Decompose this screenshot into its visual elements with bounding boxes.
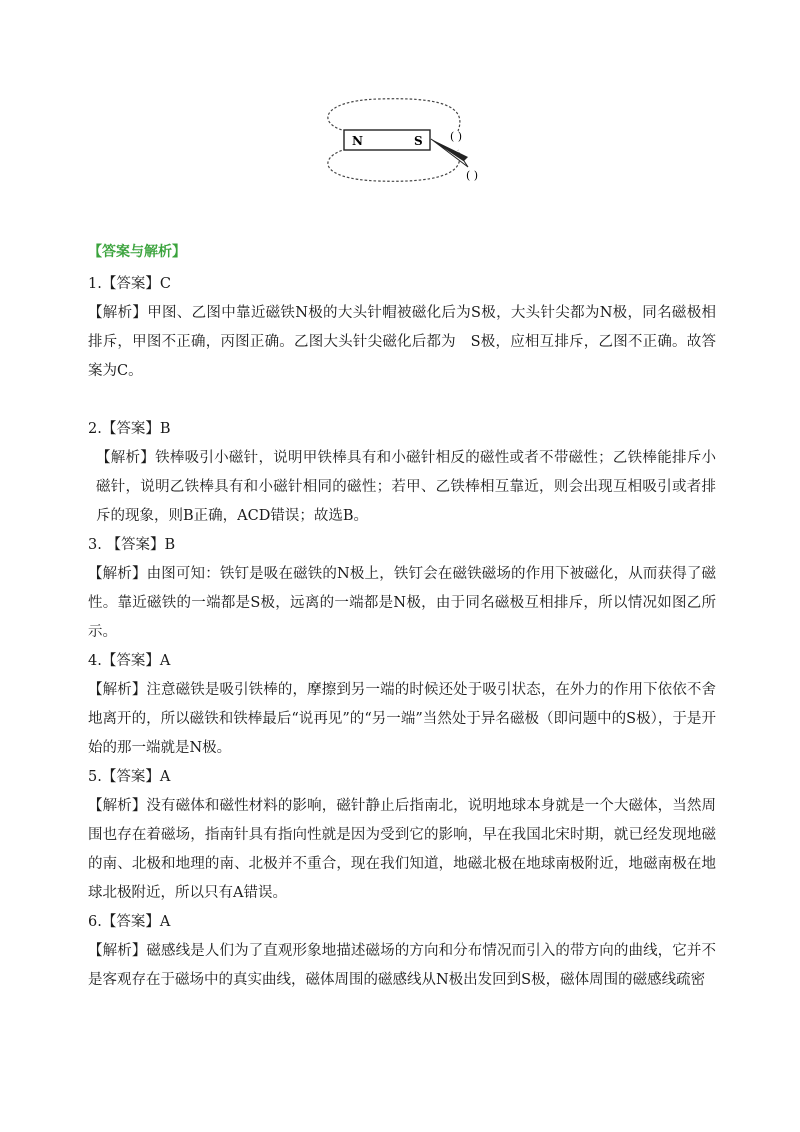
field-line-top <box>328 99 460 131</box>
answer-1: 1.【答案】C <box>88 276 171 292</box>
analysis-1: 【解析】甲图、乙图中靠近磁铁N极的大头针帽被磁化后为S极，大头针尖都为N极，同名磁极相排斥，甲图不正确，丙图正确。乙图大头针尖磁化后都为 S极，应相互排斥，乙图不正确。故答案为C。 <box>88 305 716 379</box>
magnet-s-label: S <box>414 134 423 148</box>
blank-1: ( ) <box>450 130 463 143</box>
analysis-3: 【解析】由图可知：铁钉是吸在磁铁的N极上，铁钉会在磁铁磁场的作用下被磁化，从而获得了磁性。靠近磁铁的一端都是S极，远离的一端都是N极，由于同名磁极互相排斥，所以情况如图乙所示。 <box>88 566 716 640</box>
field-line-bottom <box>328 149 460 181</box>
answer-2: 2.【答案】B <box>88 421 171 437</box>
blank-2: ( ) <box>466 169 479 182</box>
magnet-diagram <box>318 95 500 187</box>
analysis-5: 【解析】没有磁体和磁性材料的影响，磁针静止后指南北，说明地球本身就是一个大磁体，当然周围也存在着磁场，指南针具有指向性就是因为受到它的影响，早在我国北宋时期，就已经发现地磁的南、北极和地理的南、北极并不重合，现在我们知道，地磁北极在地球南极附近，地磁南极在地球北极附近，所以只有A错误。 <box>88 798 716 901</box>
magnet-field-figure <box>318 95 500 187</box>
analysis-2: 【解析】铁棒吸引小磁针，说明甲铁棒具有和小磁针相反的磁性或者不带磁性；乙铁棒能排斥小磁针，说明乙铁棒具有和小磁针相同的磁性；若甲、乙铁棒相互靠近，则会出现互相吸引或者排斥的现象，则B正确，ACD错误；故选B。 <box>96 450 716 524</box>
answer-6: 6.【答案】A <box>88 914 171 930</box>
section-title: 【答案与解析】 <box>88 244 186 260</box>
analysis-4: 【解析】注意磁铁是吸引铁棒的，摩擦到另一端的时候还处于吸引状态，在外力的作用下依依不舍地离开的，所以磁铁和铁棒最后“说再见”的“另一端”当然处于异名磁极（即问题中的S极），于是开始的那一端就是N极。 <box>88 682 716 756</box>
analysis-6: 【解析】磁感线是人们为了直观形象地描述磁场的方向和分布情况而引入的带方向的曲线，它并不是客观存在于磁场中的真实曲线，磁体周围的磁感线从N极出发回到S极，磁体周围的磁感线疏密 <box>88 943 716 988</box>
magnet-n-label: N <box>352 134 363 148</box>
answer-5: 5.【答案】A <box>88 769 171 785</box>
answers-section <box>88 238 716 995</box>
compass-needle-light <box>431 139 468 167</box>
answer-4: 4.【答案】A <box>88 653 171 669</box>
answer-3: 3. 【答案】B <box>88 537 176 553</box>
